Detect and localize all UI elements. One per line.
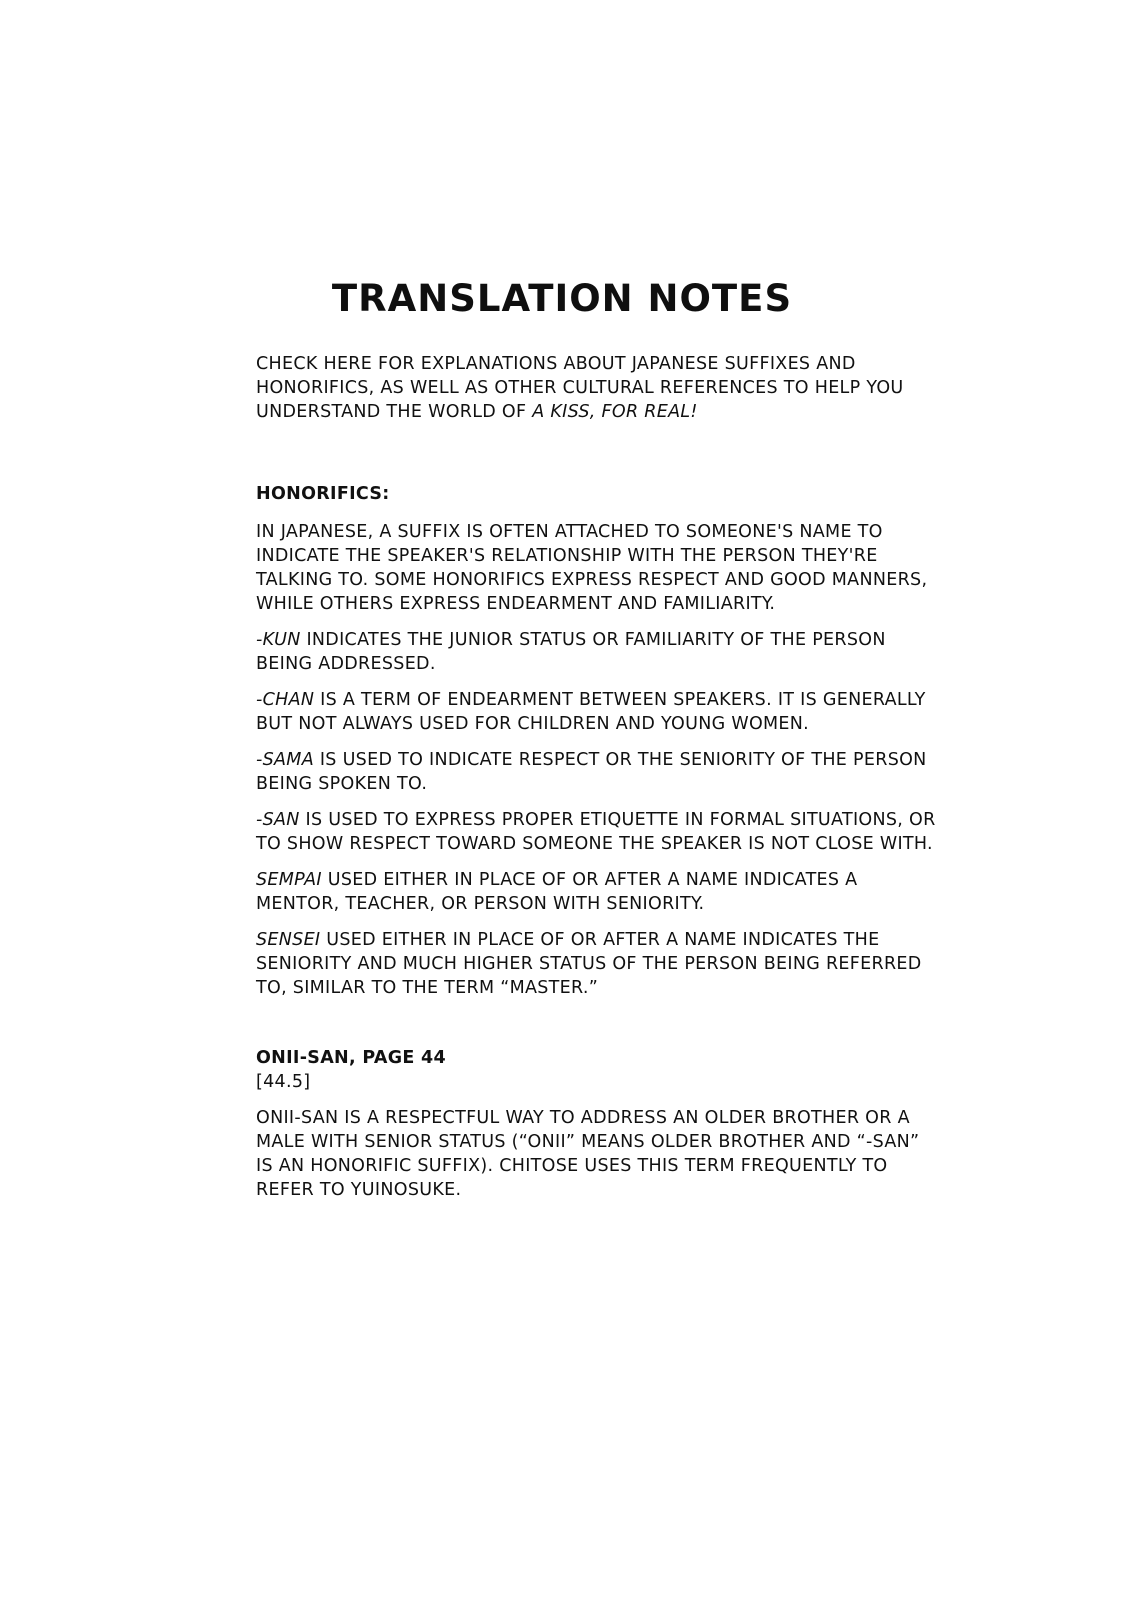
honorific-entry-sempai xyxy=(256,868,936,916)
honorific-definition: IS USED TO INDICATE RESPECT OR THE SENIORITY OF THE PERSON BEING SPOKEN TO. xyxy=(256,750,927,794)
honorifics-heading: HONORIFICS: xyxy=(256,484,390,504)
honorific-definition: USED EITHER IN PLACE OF OR AFTER A NAME INDICATES THE SENIORITY AND MUCH HIGHER STATUS OF THE PERSON BEING REFERRED TO, SIMILAR TO THE TERM “MASTER.” xyxy=(256,930,922,998)
intro-text: CHECK HERE FOR EXPLANATIONS ABOUT JAPANESE SUFFIXES AND HONORIFICS, AS WELL AS OTHER CULTURAL REFERENCES TO HELP YOU UNDERSTAND THE WORLD OF xyxy=(256,354,904,422)
notes-body xyxy=(256,352,936,1214)
onii-san-heading: ONII-SAN, PAGE 44 xyxy=(256,1048,446,1068)
page-title: TRANSLATION NOTES xyxy=(331,277,793,320)
honorific-entry-sama xyxy=(256,748,936,796)
work-title: A KISS, FOR REAL! xyxy=(532,402,698,422)
honorific-definition: INDICATES THE JUNIOR STATUS OR FAMILIARITY OF THE PERSON xyxy=(300,630,886,650)
honorific-term: -SAN xyxy=(256,810,300,830)
honorific-definition: IS USED TO EXPRESS PROPER ETIQUETTE IN FORMAL SITUATIONS, OR TO SHOW RESPECT TOWARD SOMEONE THE SPEAKER IS NOT CLOSE WITH. xyxy=(256,810,936,854)
honorific-term: SEMPAI xyxy=(256,870,322,890)
honorific-entry-san xyxy=(256,808,936,856)
onii-san-page-ref: [44.5] xyxy=(256,1072,311,1092)
honorific-entry-sensei xyxy=(256,928,936,1000)
honorific-definition: USED EITHER IN PLACE OF OR AFTER A NAME INDICATES A MENTOR, TEACHER, OR PERSON WITH SENIORITY. xyxy=(256,870,858,914)
honorific-entry-chan xyxy=(256,688,936,736)
honorific-definition: IS A TERM OF ENDEARMENT BETWEEN SPEAKERS. IT IS GENERALLY BUT NOT ALWAYS USED FOR CHILDREN AND YOUNG WOMEN. xyxy=(256,690,926,734)
intro-paragraph xyxy=(256,352,936,424)
honorific-term: -KUN xyxy=(256,630,301,650)
honorifics-intro: IN JAPANESE, A SUFFIX IS OFTEN ATTACHED TO SOMEONE'S NAME TO INDICATE THE SPEAKER'S RELATIONSHIP WITH THE PERSON THEY'RE TALKING TO. SOME HONORIFICS EXPRESS RESPECT AND GOOD MANNERS, WHILE OTHERS EXPRESS ENDEARMENT AND FAMILIARITY. xyxy=(256,522,928,614)
honorific-definition-continued: BEING ADDRESSED. xyxy=(256,654,436,674)
honorific-term: -CHAN xyxy=(256,690,315,710)
honorific-entry-kun xyxy=(256,628,936,676)
honorific-term: SENSEI xyxy=(256,930,321,950)
onii-san-note: ONII-SAN IS A RESPECTFUL WAY TO ADDRESS AN OLDER BROTHER OR A MALE WITH SENIOR STATUS (“ONII” MEANS OLDER BROTHER AND “-SAN” IS AN HONORIFIC SUFFIX). CHITOSE USES THIS TERM FREQUENTLY TO REFER TO YUINOSUKE. xyxy=(256,1108,920,1200)
honorific-term: -SAMA xyxy=(256,750,314,770)
